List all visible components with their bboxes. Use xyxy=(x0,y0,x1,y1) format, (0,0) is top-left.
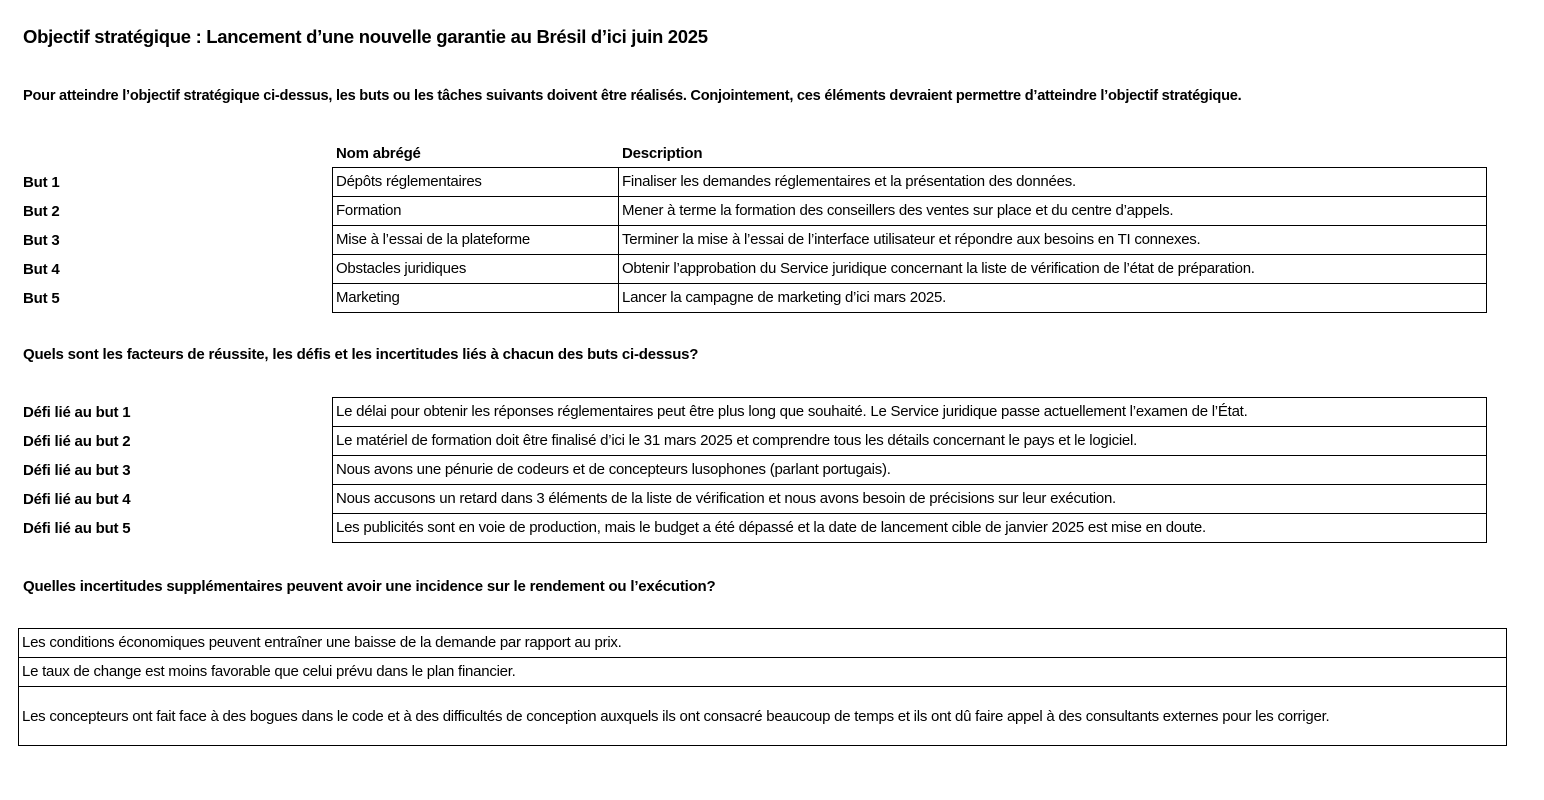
challenge-text-cell: Nous accusons un retard dans 3 éléments de la liste de vérification et nous avons besoin de précisions sur leur exécution. xyxy=(333,485,1487,514)
goal-label: But 3 xyxy=(23,232,60,249)
table-row xyxy=(333,456,1487,485)
goal-description-cell: Lancer la campagne de marketing d’ici mars 2025. xyxy=(619,284,1487,313)
table-row xyxy=(19,629,1507,658)
goals-table xyxy=(332,167,1487,313)
table-row xyxy=(333,398,1487,427)
goal-short-name-cell: Obstacles juridiques xyxy=(333,255,619,284)
goal-description-cell: Mener à terme la formation des conseillers des ventes sur place et du centre d’appels. xyxy=(619,197,1487,226)
challenge-text-cell: Nous avons une pénurie de codeurs et de concepteurs lusophones (parlant portugais). xyxy=(333,456,1487,485)
goal-short-name-cell: Formation xyxy=(333,197,619,226)
uncertainty-cell: Le taux de change est moins favorable que celui prévu dans le plan financier. xyxy=(19,658,1507,687)
goal-short-name-cell: Dépôts réglementaires xyxy=(333,168,619,197)
uncertainties-table xyxy=(18,628,1507,746)
table-row xyxy=(333,284,1487,313)
table-row xyxy=(333,427,1487,456)
goal-label: But 5 xyxy=(23,290,60,307)
challenge-text-cell: Les publicités sont en voie de production, mais le budget a été dépassé et la date de lancement cible de janvier 2025 est mise en doute. xyxy=(333,514,1487,543)
goal-description-cell: Terminer la mise à l’essai de l’interface utilisateur et répondre aux besoins en TI connexes. xyxy=(619,226,1487,255)
table-row xyxy=(333,226,1487,255)
challenge-label: Défi lié au but 1 xyxy=(23,404,131,421)
goal-short-name-cell: Mise à l’essai de la plateforme xyxy=(333,226,619,255)
challenge-text-cell: Le délai pour obtenir les réponses réglementaires peut être plus long que souhaité. Le Service juridique passe actuellement l’examen de l’État. xyxy=(333,398,1487,427)
challenge-label: Défi lié au but 2 xyxy=(23,433,131,450)
table-row xyxy=(333,168,1487,197)
challenge-label: Défi lié au but 5 xyxy=(23,520,131,537)
table-row xyxy=(19,687,1507,746)
challenge-label: Défi lié au but 4 xyxy=(23,491,131,508)
table-row xyxy=(333,197,1487,226)
table-row xyxy=(333,485,1487,514)
column-header-short-name: Nom abrégé xyxy=(336,145,421,162)
goal-description-cell: Finaliser les demandes réglementaires et la présentation des données. xyxy=(619,168,1487,197)
challenge-text-cell: Le matériel de formation doit être finalisé d’ici le 31 mars 2025 et comprendre tous les détails concernant le pays et le logiciel. xyxy=(333,427,1487,456)
goal-short-name-cell: Marketing xyxy=(333,284,619,313)
table-row xyxy=(333,514,1487,543)
goal-label: But 4 xyxy=(23,261,60,278)
goal-description-cell: Obtenir l’approbation du Service juridique concernant la liste de vérification de l’état de préparation. xyxy=(619,255,1487,284)
column-header-description: Description xyxy=(622,145,703,162)
table-row xyxy=(333,255,1487,284)
intro-text: Pour atteindre l’objectif stratégique ci-dessus, les buts ou les tâches suivants doivent être réalisés. Conjointement, ces éléments devraient permettre d’atteindre l’objectif stratégique. xyxy=(23,88,1242,104)
page-title: Objectif stratégique : Lancement d’une nouvelle garantie au Brésil d’ici juin 2025 xyxy=(23,26,708,47)
challenges-question: Quels sont les facteurs de réussite, les défis et les incertitudes liés à chacun des buts ci-dessus? xyxy=(23,346,699,363)
challenge-label: Défi lié au but 3 xyxy=(23,462,131,479)
uncertainties-question: Quelles incertitudes supplémentaires peuvent avoir une incidence sur le rendement ou l’exécution? xyxy=(23,578,716,595)
uncertainty-cell: Les concepteurs ont fait face à des bogues dans le code et à des difficultés de conception auxquels ils ont consacré beaucoup de temps et ils ont dû faire appel à des consultants externes pour les corriger. xyxy=(19,687,1507,746)
goal-label: But 1 xyxy=(23,174,60,191)
goal-label: But 2 xyxy=(23,203,60,220)
challenges-table xyxy=(332,397,1487,543)
uncertainty-cell: Les conditions économiques peuvent entraîner une baisse de la demande par rapport au prix. xyxy=(19,629,1507,658)
table-row xyxy=(19,658,1507,687)
